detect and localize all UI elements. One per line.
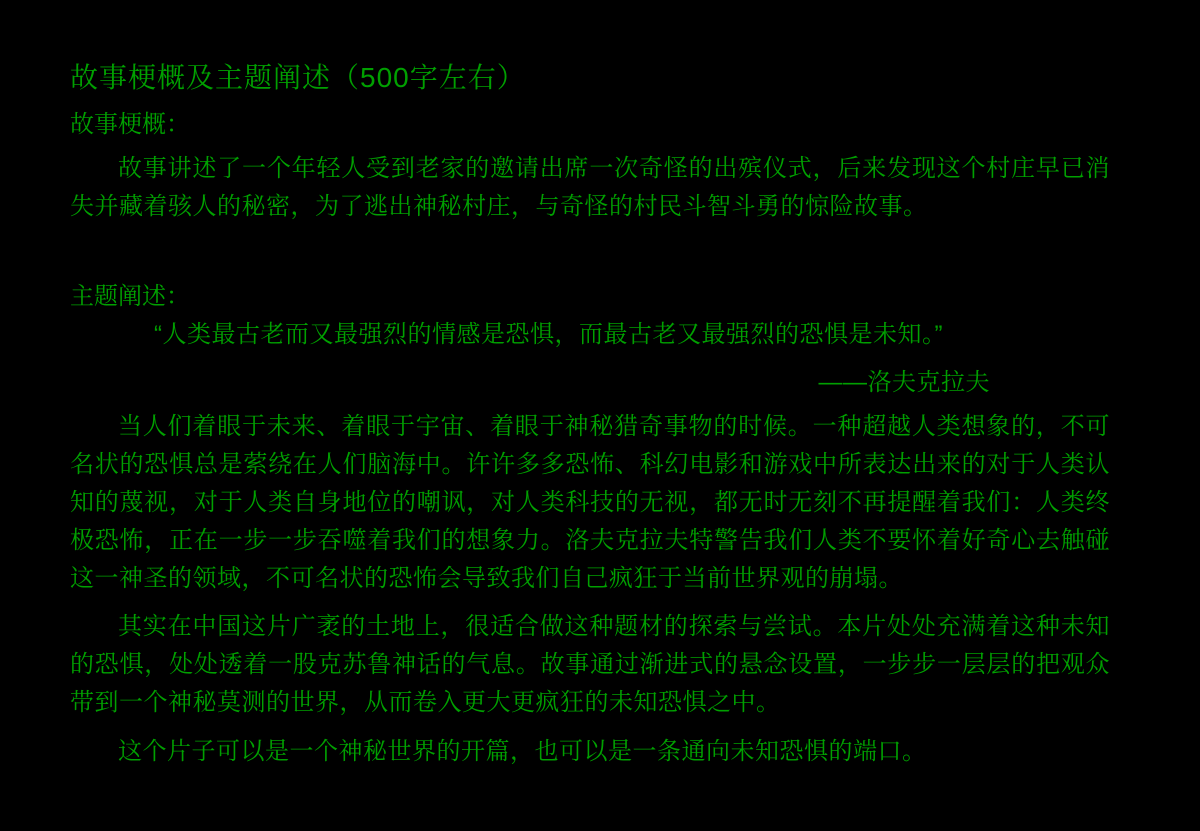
theme-paragraph-2: 其实在中国这片广袤的土地上，很适合做这种题材的探索与尝试。本片处处充满着这种未知的恐惧，处处透着一股克苏鲁神话的气息。故事通过渐进式的悬念设置，一步步一层层的把观众带到一个神秘莫测的世界，从而卷入更大更疯狂的未知恐惧之中。 (70, 613, 1110, 716)
quote-attribution: ——洛夫克拉夫 (818, 369, 990, 396)
theme-paragraph-1: 当人们着眼于未来、着眼于宇宙、着眼于神秘猎奇事物的时候。一种超越人类想象的，不可名状的恐惧总是萦绕在人们脑海中。许许多多恐怖、科幻电影和游戏中所表达出来的对于人类认知的蔑视，对于人类自身地位的嘲讽，对人类科技的无视，都无时无刻不再提醒着我们：人类终极恐怖，正在一步一步吞噬着我们的想象力。洛夫克拉夫特警告我们人类不要怀着好奇心去触碰这一神圣的领域，不可名状的恐怖会导致我们自己疯狂于当前世界观的崩塌。 (70, 413, 1110, 592)
synopsis-paragraph: 故事讲述了一个年轻人受到老家的邀请出席一次奇怪的出殡仪式，后来发现这个村庄早已消失并藏着骇人的秘密，为了逃出神秘村庄，与奇怪的村民斗智斗勇的惊险故事。 (70, 155, 1110, 220)
synopsis-heading: 故事梗概： (70, 111, 190, 138)
theme-heading: 主题阐述： (70, 283, 190, 310)
closing-paragraph: 这个片子可以是一个神秘世界的开篇，也可以是一条通向未知恐惧的端口。 (118, 738, 927, 765)
page-title: 故事梗概及主题阐述（500字左右） (70, 62, 526, 93)
theme-quote: “人类最古老而又最强烈的情感是恐惧，而最古老又最强烈的恐惧是未知。” (154, 321, 943, 348)
